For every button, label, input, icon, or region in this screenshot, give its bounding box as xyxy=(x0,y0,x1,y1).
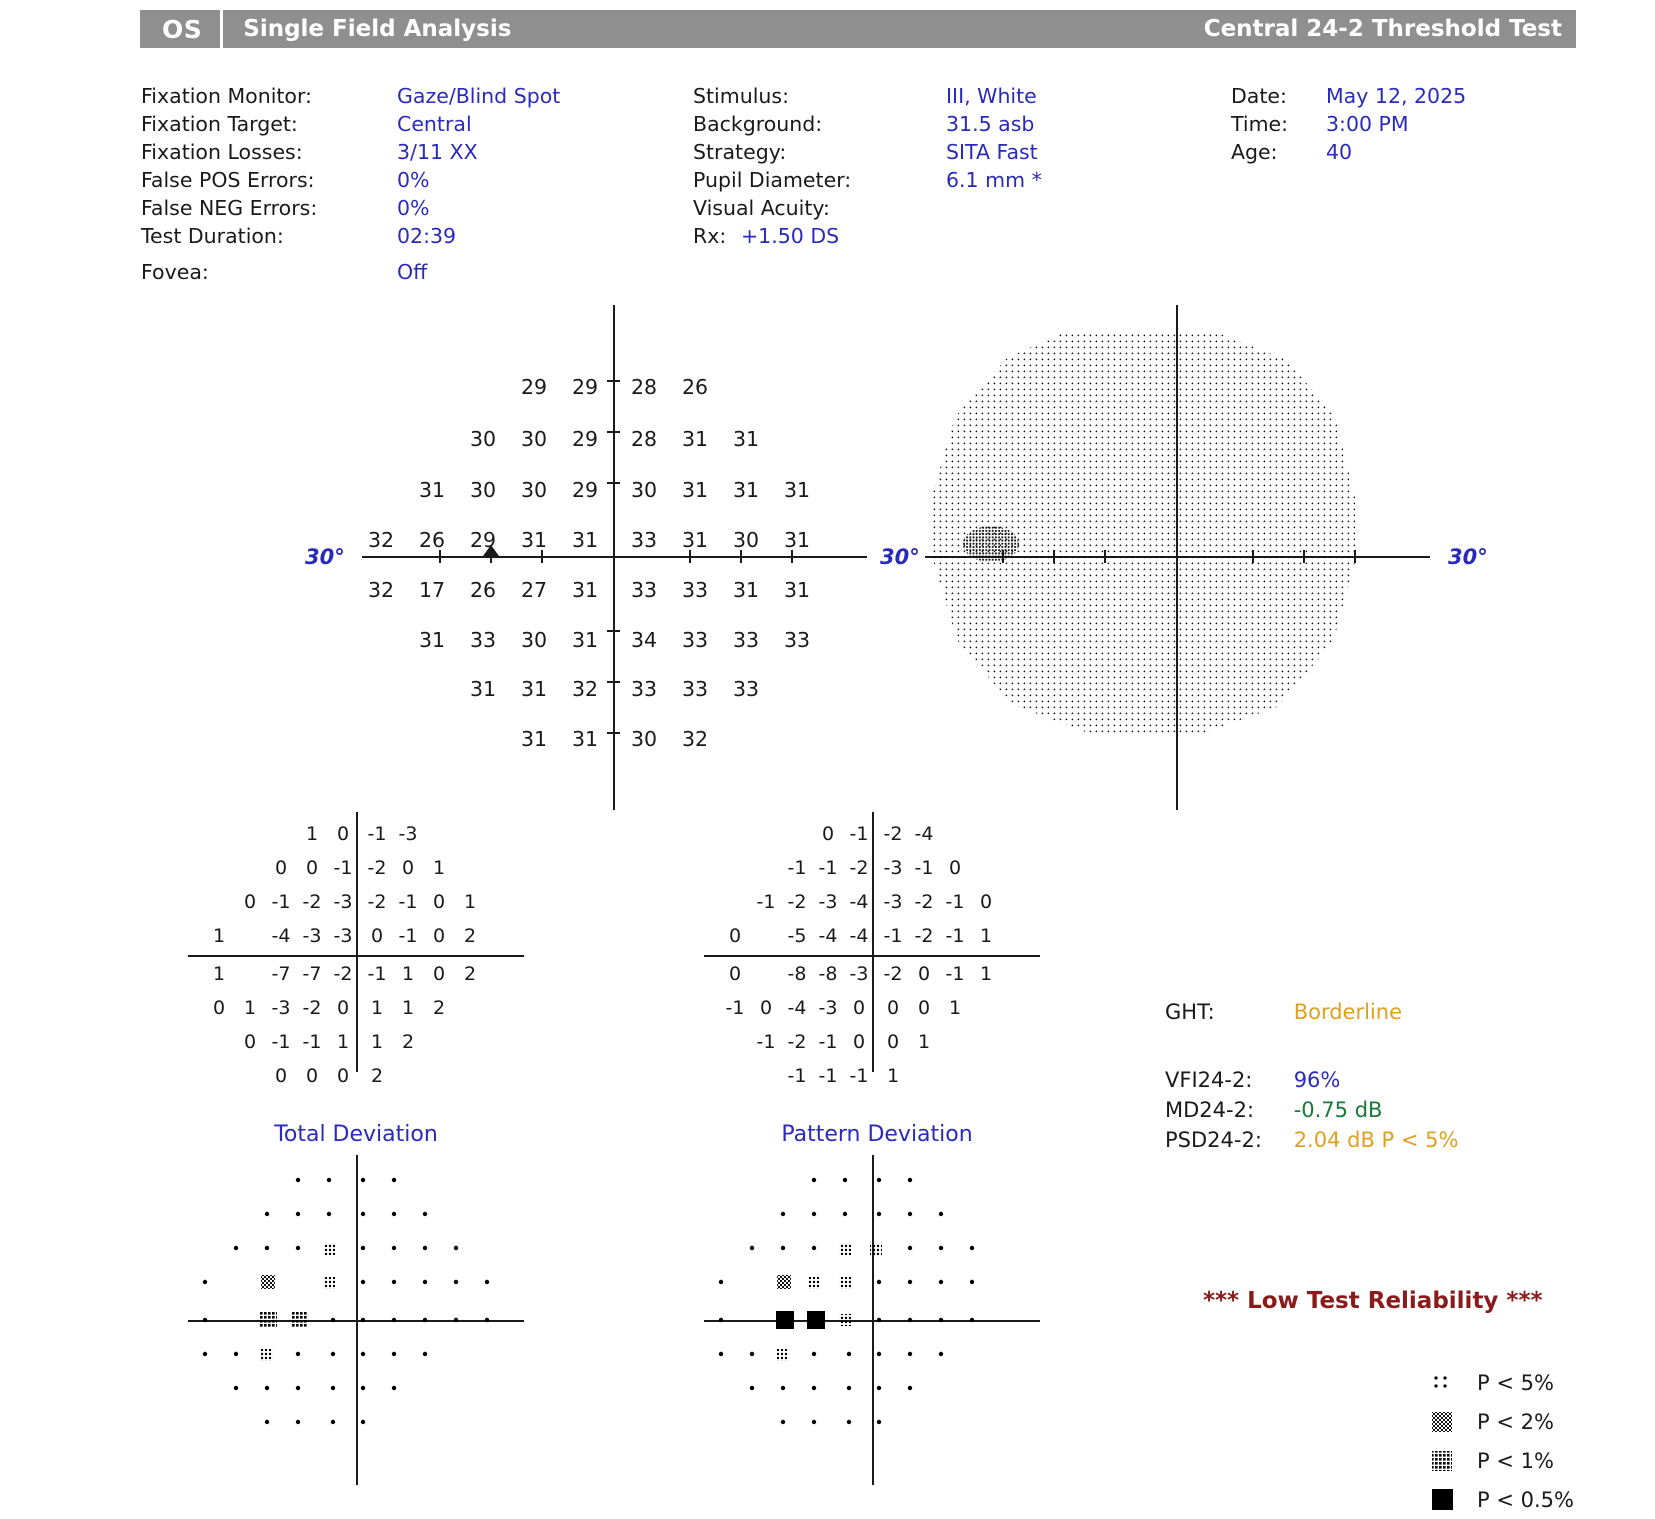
pattern-deviation-value: 1 xyxy=(948,997,962,1019)
axis-tick xyxy=(607,431,620,433)
threshold-value: 31 xyxy=(418,628,446,652)
degree-label-right: 30° xyxy=(880,545,920,569)
pattern-deviation-value: -3 xyxy=(883,857,903,879)
threshold-value: 30 xyxy=(469,478,497,502)
value-fovea: Off xyxy=(397,260,428,284)
threshold-value: 29 xyxy=(571,375,599,399)
md-label: MD24-2: xyxy=(1165,1098,1255,1122)
total-deviation-value: -4 xyxy=(271,925,291,947)
legend-label-p05: P < 0.5% xyxy=(1477,1487,1574,1512)
pattern-deviation-value: -8 xyxy=(787,963,807,985)
pattern-deviation-value: -1 xyxy=(849,823,869,845)
threshold-value: 31 xyxy=(469,677,497,701)
total-deviation-value: 2 xyxy=(463,963,477,985)
threshold-value: 29 xyxy=(469,528,497,552)
info-row-visual-acuity xyxy=(693,194,1042,222)
pattern-deviation-value: -3 xyxy=(849,963,869,985)
total-deviation-value: 0 xyxy=(336,823,350,845)
threshold-value: 31 xyxy=(520,528,548,552)
pattern-deviation-value: 0 xyxy=(917,997,931,1019)
total-deviation-value: 1 xyxy=(212,925,226,947)
total-deviation-value: 0 xyxy=(305,1065,319,1087)
psd-row xyxy=(1165,1128,1458,1152)
grayscale-map xyxy=(915,322,1375,742)
total-deviation-value: 1 xyxy=(401,963,415,985)
threshold-value: 30 xyxy=(520,628,548,652)
total-deviation-value: 0 xyxy=(243,1031,257,1053)
axis-tick xyxy=(607,681,620,683)
label-stimulus: Stimulus: xyxy=(693,84,789,108)
ght-label: GHT: xyxy=(1165,1000,1215,1024)
total-deviation-value: 0 xyxy=(243,891,257,913)
total-deviation-value: 0 xyxy=(432,891,446,913)
pattern-deviation-value: 0 xyxy=(821,823,835,845)
total-deviation-value: -3 xyxy=(333,891,353,913)
threshold-value: 31 xyxy=(732,578,760,602)
threshold-value: 33 xyxy=(783,628,811,652)
threshold-value: 27 xyxy=(520,578,548,602)
threshold-value: 31 xyxy=(732,427,760,451)
threshold-value: 30 xyxy=(520,478,548,502)
ght-value: Borderline xyxy=(1293,1000,1402,1024)
pattern-deviation-value: 0 xyxy=(917,963,931,985)
info-row-false-pos xyxy=(141,166,560,194)
pattern-deviation-value: -1 xyxy=(787,1065,807,1087)
axis-tick xyxy=(607,482,620,484)
pattern-deviation-value: -4 xyxy=(849,925,869,947)
vfi-value: 96% xyxy=(1293,1068,1341,1092)
pattern-deviation-value: -3 xyxy=(883,891,903,913)
eye-label: OS xyxy=(162,14,203,44)
total-deviation-title: Total Deviation xyxy=(274,1122,438,1147)
pattern-deviation-value: -1 xyxy=(818,857,838,879)
value-fixation-monitor: Gaze/Blind Spot xyxy=(397,84,561,108)
total-deviation-value: 0 xyxy=(432,963,446,985)
pattern-deviation-value: -2 xyxy=(787,891,807,913)
total-deviation-value: 2 xyxy=(463,925,477,947)
pattern-deviation-value: -4 xyxy=(787,997,807,1019)
label-false-pos-errors: False POS Errors: xyxy=(141,168,315,192)
pattern-deviation-value: -1 xyxy=(818,1031,838,1053)
pattern-deviation-value: 0 xyxy=(852,1031,866,1053)
pattern-deviation-value: 0 xyxy=(759,997,773,1019)
total-deviation-value: 0 xyxy=(401,857,415,879)
total-deviation-value: 1 xyxy=(305,823,319,845)
vfi-row xyxy=(1165,1068,1340,1092)
threshold-value: 33 xyxy=(630,677,658,701)
pattern-deviation-value: -1 xyxy=(945,963,965,985)
label-pupil-diameter: Pupil Diameter: xyxy=(693,168,852,192)
threshold-value: 31 xyxy=(681,427,709,451)
pattern-deviation-value: 0 xyxy=(886,997,900,1019)
info-row-age xyxy=(1231,138,1466,166)
total-deviation-value: -2 xyxy=(367,891,387,913)
threshold-value: 31 xyxy=(681,478,709,502)
info-row-background xyxy=(693,110,1042,138)
label-rx: Rx: xyxy=(693,224,727,248)
threshold-value: 31 xyxy=(732,478,760,502)
info-row-false-neg xyxy=(141,194,560,222)
threshold-value: 30 xyxy=(520,427,548,451)
report-header xyxy=(140,10,1576,48)
p5-symbol-icon xyxy=(1425,1370,1459,1396)
legend-row-p05 xyxy=(1425,1480,1574,1519)
label-test-duration: Test Duration: xyxy=(141,224,284,248)
total-deviation-value: 2 xyxy=(401,1031,415,1053)
total-deviation-value: -7 xyxy=(302,963,322,985)
threshold-value: 33 xyxy=(681,677,709,701)
value-false-neg-errors: 0% xyxy=(397,196,430,220)
threshold-value: 31 xyxy=(571,628,599,652)
pattern-deviation-value: -4 xyxy=(914,823,934,845)
value-time: 3:00 PM xyxy=(1326,112,1409,136)
total-deviation-value: -1 xyxy=(271,891,291,913)
pattern-deviation-value: -2 xyxy=(883,823,903,845)
pattern-deviation-value: -1 xyxy=(756,1031,776,1053)
total-deviation-value: -2 xyxy=(302,891,322,913)
pattern-deviation-value: -1 xyxy=(725,997,745,1019)
label-fovea: Fovea: xyxy=(141,260,209,284)
label-age: Age: xyxy=(1231,140,1278,164)
pattern-deviation-value: -1 xyxy=(787,857,807,879)
value-test-duration: 02:39 xyxy=(397,224,457,248)
total-deviation-value: -1 xyxy=(271,1031,291,1053)
pattern-deviation-value: 1 xyxy=(917,1031,931,1053)
md-row xyxy=(1165,1098,1382,1122)
info-row-test-duration xyxy=(141,222,560,250)
threshold-value: 33 xyxy=(469,628,497,652)
total-deviation-value: -3 xyxy=(398,823,418,845)
total-deviation-value: 1 xyxy=(401,997,415,1019)
pattern-deviation-horizontal-axis xyxy=(704,955,1040,957)
threshold-value: 31 xyxy=(783,478,811,502)
total-deviation-probability-map xyxy=(188,1160,528,1490)
pattern-deviation-value: 0 xyxy=(886,1031,900,1053)
label-visual-acuity: Visual Acuity: xyxy=(693,196,830,220)
pattern-deviation-value: -2 xyxy=(914,891,934,913)
total-deviation-value: 0 xyxy=(274,857,288,879)
threshold-value: 33 xyxy=(681,578,709,602)
threshold-value: 29 xyxy=(571,427,599,451)
pattern-deviation-value: -3 xyxy=(818,891,838,913)
pattern-deviation-value: 1 xyxy=(979,963,993,985)
threshold-value: 28 xyxy=(630,427,658,451)
total-deviation-value: -3 xyxy=(333,925,353,947)
threshold-value: 32 xyxy=(571,677,599,701)
info-column-right xyxy=(1231,82,1466,166)
total-deviation-value: 1 xyxy=(243,997,257,1019)
threshold-value: 30 xyxy=(630,727,658,751)
threshold-value: 31 xyxy=(681,528,709,552)
total-deviation-value: 0 xyxy=(336,1065,350,1087)
value-false-pos-errors: 0% xyxy=(397,168,430,192)
pattern-deviation-value: -1 xyxy=(914,857,934,879)
test-name: Central 24-2 Threshold Test xyxy=(1203,16,1562,42)
pattern-deviation-value: 0 xyxy=(728,963,742,985)
axis-tick xyxy=(607,380,620,382)
threshold-value: 33 xyxy=(630,578,658,602)
info-column-middle xyxy=(693,82,1042,250)
total-deviation-value: -1 xyxy=(302,1031,322,1053)
legend-label-p1: P < 1% xyxy=(1477,1448,1554,1473)
label-background: Background: xyxy=(693,112,823,136)
axis-tick xyxy=(607,732,620,734)
pattern-deviation-value: -2 xyxy=(914,925,934,947)
pattern-deviation-value: -1 xyxy=(849,1065,869,1087)
pattern-deviation-value: -1 xyxy=(945,891,965,913)
info-row-rx xyxy=(693,222,1042,250)
legend-row-p1 xyxy=(1425,1441,1574,1480)
threshold-value: 26 xyxy=(469,578,497,602)
info-row-fixation-losses xyxy=(141,138,560,166)
legend-row-p2 xyxy=(1425,1402,1574,1441)
pattern-deviation-value: 0 xyxy=(728,925,742,947)
label-fixation-monitor: Fixation Monitor: xyxy=(141,84,312,108)
total-deviation-value: -7 xyxy=(271,963,291,985)
total-deviation-value: 0 xyxy=(432,925,446,947)
pattern-deviation-value: -1 xyxy=(818,1065,838,1087)
total-deviation-value: 2 xyxy=(370,1065,384,1087)
label-strategy: Strategy: xyxy=(693,140,787,164)
label-time: Time: xyxy=(1231,112,1289,136)
degree-label-left: 30° xyxy=(305,545,345,569)
pattern-deviation-value: 0 xyxy=(852,997,866,1019)
value-rx: +1.50 DS xyxy=(741,224,840,248)
ght-row xyxy=(1165,1000,1402,1024)
legend-row-p5 xyxy=(1425,1363,1574,1402)
threshold-value: 33 xyxy=(681,628,709,652)
total-deviation-value: -1 xyxy=(367,823,387,845)
label-fixation-target: Fixation Target: xyxy=(141,112,298,136)
total-deviation-value: -3 xyxy=(271,997,291,1019)
threshold-value: 30 xyxy=(469,427,497,451)
pattern-deviation-value: 0 xyxy=(948,857,962,879)
total-deviation-value: 1 xyxy=(336,1031,350,1053)
total-deviation-value: -1 xyxy=(367,963,387,985)
value-age: 40 xyxy=(1326,140,1353,164)
probability-legend xyxy=(1425,1363,1574,1519)
total-deviation-value: 1 xyxy=(212,963,226,985)
threshold-value: 32 xyxy=(367,528,395,552)
value-fixation-losses: 3/11 XX xyxy=(397,140,478,164)
info-row-time xyxy=(1231,110,1466,138)
info-row-stimulus xyxy=(693,82,1042,110)
threshold-value: 31 xyxy=(571,528,599,552)
pattern-deviation-value: -8 xyxy=(818,963,838,985)
total-deviation-value: -2 xyxy=(302,997,322,1019)
pattern-deviation-value: -4 xyxy=(849,891,869,913)
threshold-value: 31 xyxy=(783,528,811,552)
pattern-deviation-value: -2 xyxy=(787,1031,807,1053)
value-pupil-diameter: 6.1 mm * xyxy=(946,168,1042,192)
threshold-value: 33 xyxy=(732,677,760,701)
total-deviation-value: 2 xyxy=(432,997,446,1019)
value-strategy: SITA Fast xyxy=(946,140,1038,164)
info-row-fixation-target xyxy=(141,110,560,138)
threshold-value: 31 xyxy=(520,727,548,751)
pattern-deviation-value: 0 xyxy=(979,891,993,913)
threshold-value: 30 xyxy=(732,528,760,552)
threshold-value: 28 xyxy=(630,375,658,399)
total-deviation-value: 0 xyxy=(336,997,350,1019)
report-title: Single Field Analysis xyxy=(243,16,512,42)
threshold-value: 31 xyxy=(571,727,599,751)
label-false-neg-errors: False NEG Errors: xyxy=(141,196,318,220)
total-deviation-value: -3 xyxy=(302,925,322,947)
threshold-value: 33 xyxy=(630,528,658,552)
psd-label: PSD24-2: xyxy=(1165,1128,1262,1152)
info-row-fixation-monitor xyxy=(141,82,560,110)
pattern-deviation-value: -3 xyxy=(818,997,838,1019)
threshold-value: 31 xyxy=(571,578,599,602)
total-deviation-value: -1 xyxy=(398,891,418,913)
total-deviation-value: 1 xyxy=(432,857,446,879)
threshold-value: 32 xyxy=(681,727,709,751)
total-deviation-value: 1 xyxy=(370,1031,384,1053)
label-date: Date: xyxy=(1231,84,1287,108)
threshold-value: 31 xyxy=(783,578,811,602)
total-deviation-value: 0 xyxy=(212,997,226,1019)
info-row-date xyxy=(1231,82,1466,110)
total-deviation-value: -1 xyxy=(333,857,353,879)
threshold-value: 30 xyxy=(630,478,658,502)
total-deviation-horizontal-axis xyxy=(188,955,524,957)
value-stimulus: III, White xyxy=(946,84,1037,108)
pattern-deviation-value: -4 xyxy=(818,925,838,947)
pattern-deviation-title: Pattern Deviation xyxy=(781,1122,973,1147)
legend-label-p5: P < 5% xyxy=(1477,1370,1554,1395)
p1-symbol-icon xyxy=(1425,1448,1459,1474)
total-deviation-value: -2 xyxy=(333,963,353,985)
legend-label-p2: P < 2% xyxy=(1477,1409,1554,1434)
total-deviation-value: -2 xyxy=(367,857,387,879)
info-column-left xyxy=(141,82,560,286)
total-deviation-value: 0 xyxy=(274,1065,288,1087)
threshold-value: 29 xyxy=(571,478,599,502)
threshold-value: 32 xyxy=(367,578,395,602)
threshold-value: 29 xyxy=(520,375,548,399)
threshold-value: 26 xyxy=(418,528,446,552)
info-row-pupil-diameter xyxy=(693,166,1042,194)
pattern-deviation-value: -5 xyxy=(787,925,807,947)
value-date: May 12, 2025 xyxy=(1326,84,1467,108)
threshold-value: 31 xyxy=(418,478,446,502)
value-background: 31.5 asb xyxy=(946,112,1035,136)
value-fixation-target: Central xyxy=(397,112,472,136)
pattern-deviation-probability-map xyxy=(704,1160,1044,1490)
total-deviation-value: 0 xyxy=(370,925,384,947)
pattern-deviation-value: -1 xyxy=(883,925,903,947)
info-row-fovea xyxy=(141,258,560,286)
pattern-deviation-value: 1 xyxy=(886,1065,900,1087)
psd-value: 2.04 dB P < 5% xyxy=(1293,1128,1459,1152)
pattern-deviation-value: -1 xyxy=(756,891,776,913)
pattern-deviation-value: 1 xyxy=(979,925,993,947)
info-row-strategy xyxy=(693,138,1042,166)
threshold-value: 33 xyxy=(732,628,760,652)
total-deviation-value: -1 xyxy=(398,925,418,947)
label-fixation-losses: Fixation Losses: xyxy=(141,140,303,164)
pattern-deviation-value: -2 xyxy=(883,963,903,985)
axis-tick xyxy=(607,630,620,632)
md-value: -0.75 dB xyxy=(1293,1098,1383,1122)
total-deviation-value: 1 xyxy=(370,997,384,1019)
threshold-value: 34 xyxy=(630,628,658,652)
degree-label-grayscale: 30° xyxy=(1448,545,1488,569)
p05-symbol-icon xyxy=(1425,1487,1459,1513)
total-deviation-value: 0 xyxy=(305,857,319,879)
threshold-value: 17 xyxy=(418,578,446,602)
vfi-label: VFI24-2: xyxy=(1165,1068,1253,1092)
threshold-value: 26 xyxy=(681,375,709,399)
total-deviation-value: 1 xyxy=(463,891,477,913)
low-reliability-warning: *** Low Test Reliability *** xyxy=(1203,1288,1543,1314)
pattern-deviation-value: -2 xyxy=(849,857,869,879)
pattern-deviation-value: -1 xyxy=(945,925,965,947)
p2-symbol-icon xyxy=(1425,1409,1459,1435)
threshold-value: 31 xyxy=(520,677,548,701)
